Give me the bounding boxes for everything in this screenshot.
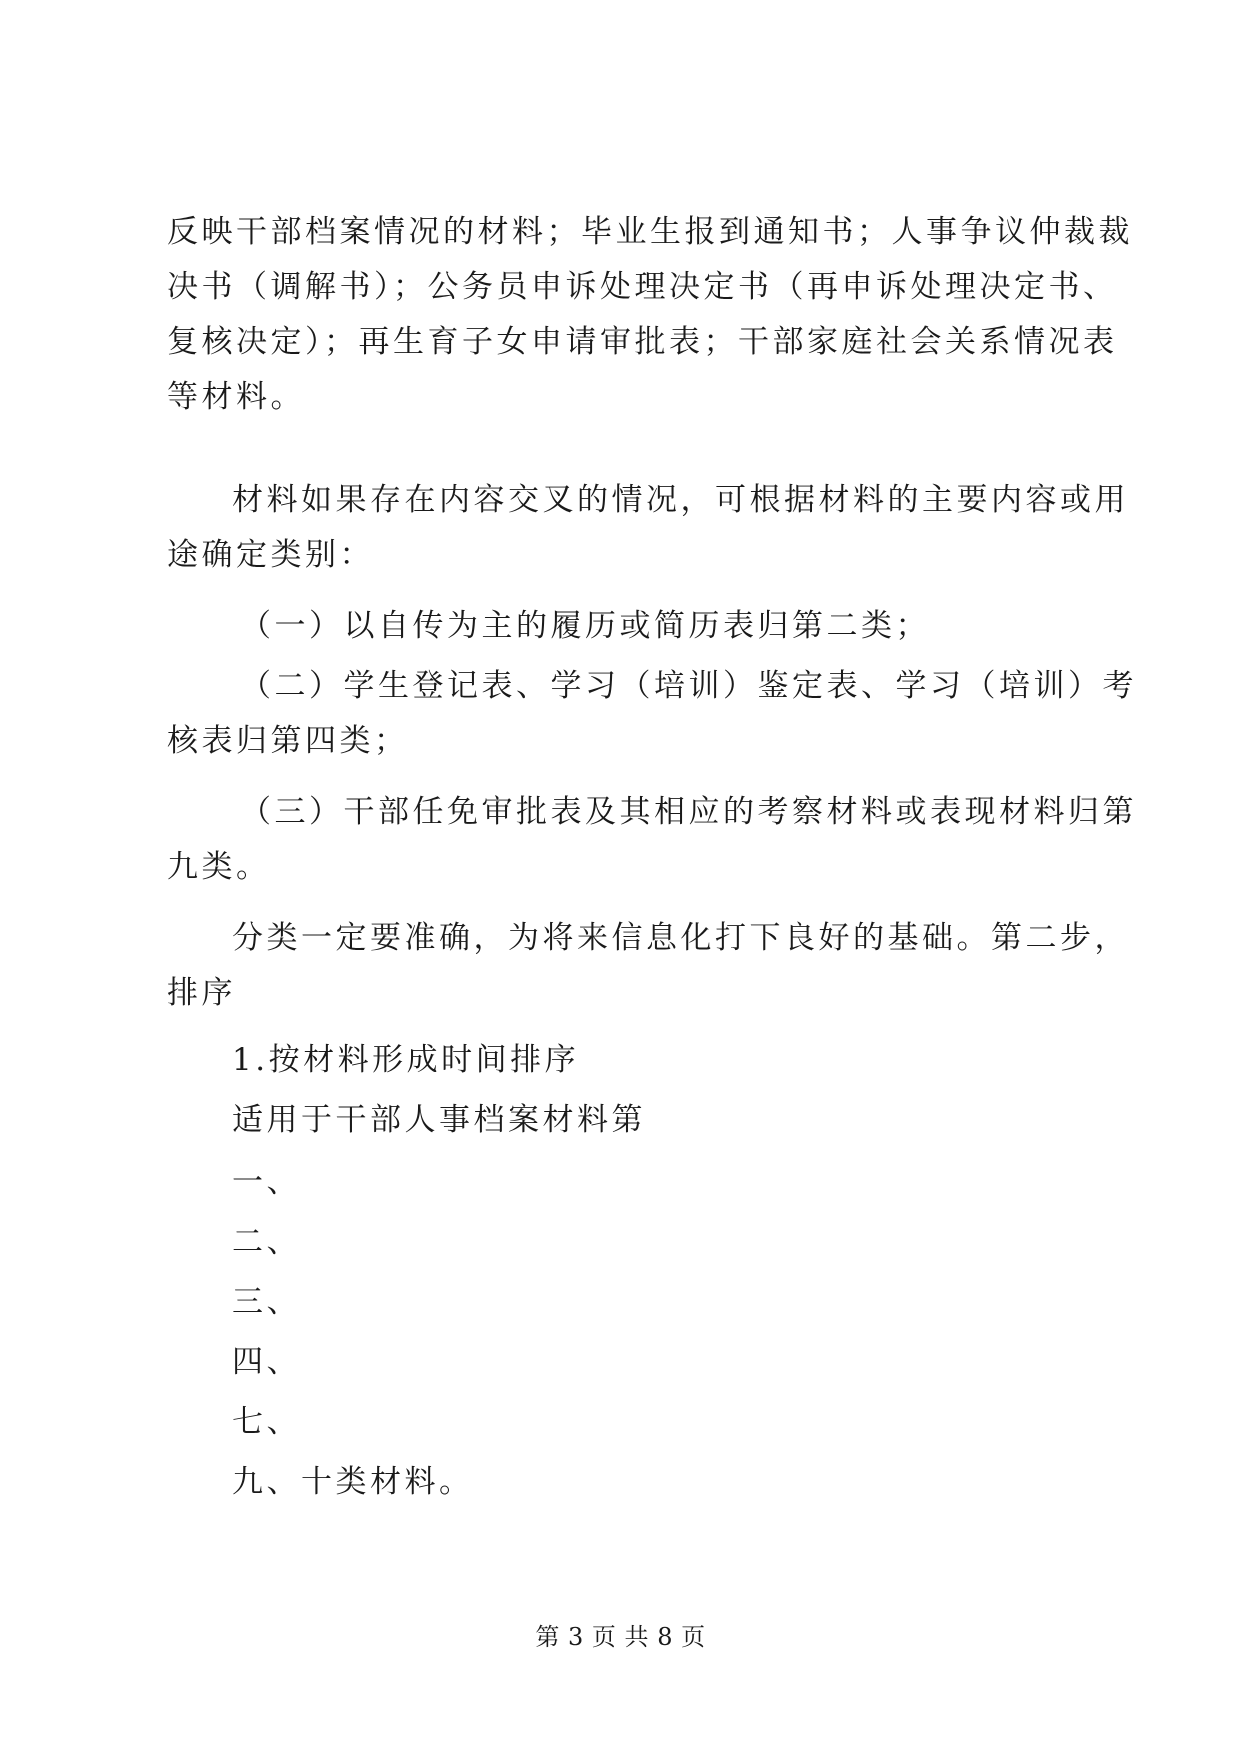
list-item-2: （二）学生登记表、学习（培训）鉴定表、学习（培训）考	[240, 668, 1137, 704]
category-item-3: 三、	[232, 1284, 301, 1320]
category-item-1: 一、	[232, 1164, 301, 1200]
list-item-3: （三）干部任免审批表及其相应的考察材料或表现材料归第	[240, 794, 1137, 830]
category-item-4: 四、	[232, 1344, 301, 1380]
body-line-9: 适用于干部人事档案材料第	[232, 1102, 646, 1138]
list-item-1: （一）以自传为主的履历或简历表归第二类；	[240, 608, 930, 644]
body-line-4: 等材料。	[167, 379, 305, 415]
body-line-2: 决书（调解书）；公务员申诉处理决定书（再申诉处理决定书、	[167, 269, 1118, 305]
page-number-footer: 第 3 页 共 8 页	[535, 1623, 706, 1651]
list-item-2-cont: 核表归第四类；	[167, 723, 409, 759]
step-heading: 1.按材料形成时间排序	[232, 1042, 580, 1078]
body-line-1: 反映干部档案情况的材料；毕业生报到通知书；人事争议仲裁裁	[167, 214, 1133, 250]
body-line-7: 分类一定要准确，为将来信息化打下良好的基础。第二步，	[232, 920, 1129, 956]
category-item-7: 七、	[232, 1404, 301, 1440]
category-item-9-10: 九、十类材料。	[232, 1464, 474, 1500]
category-item-2: 二、	[232, 1224, 301, 1260]
body-line-8: 排序	[167, 975, 236, 1011]
body-line-5: 材料如果存在内容交叉的情况，可根据材料的主要内容或用	[232, 482, 1129, 518]
list-item-3-cont: 九类。	[167, 849, 271, 885]
body-line-3: 复核决定）；再生育子女申请审批表；干部家庭社会关系情况表	[167, 324, 1118, 360]
body-line-6: 途确定类别：	[167, 537, 374, 573]
